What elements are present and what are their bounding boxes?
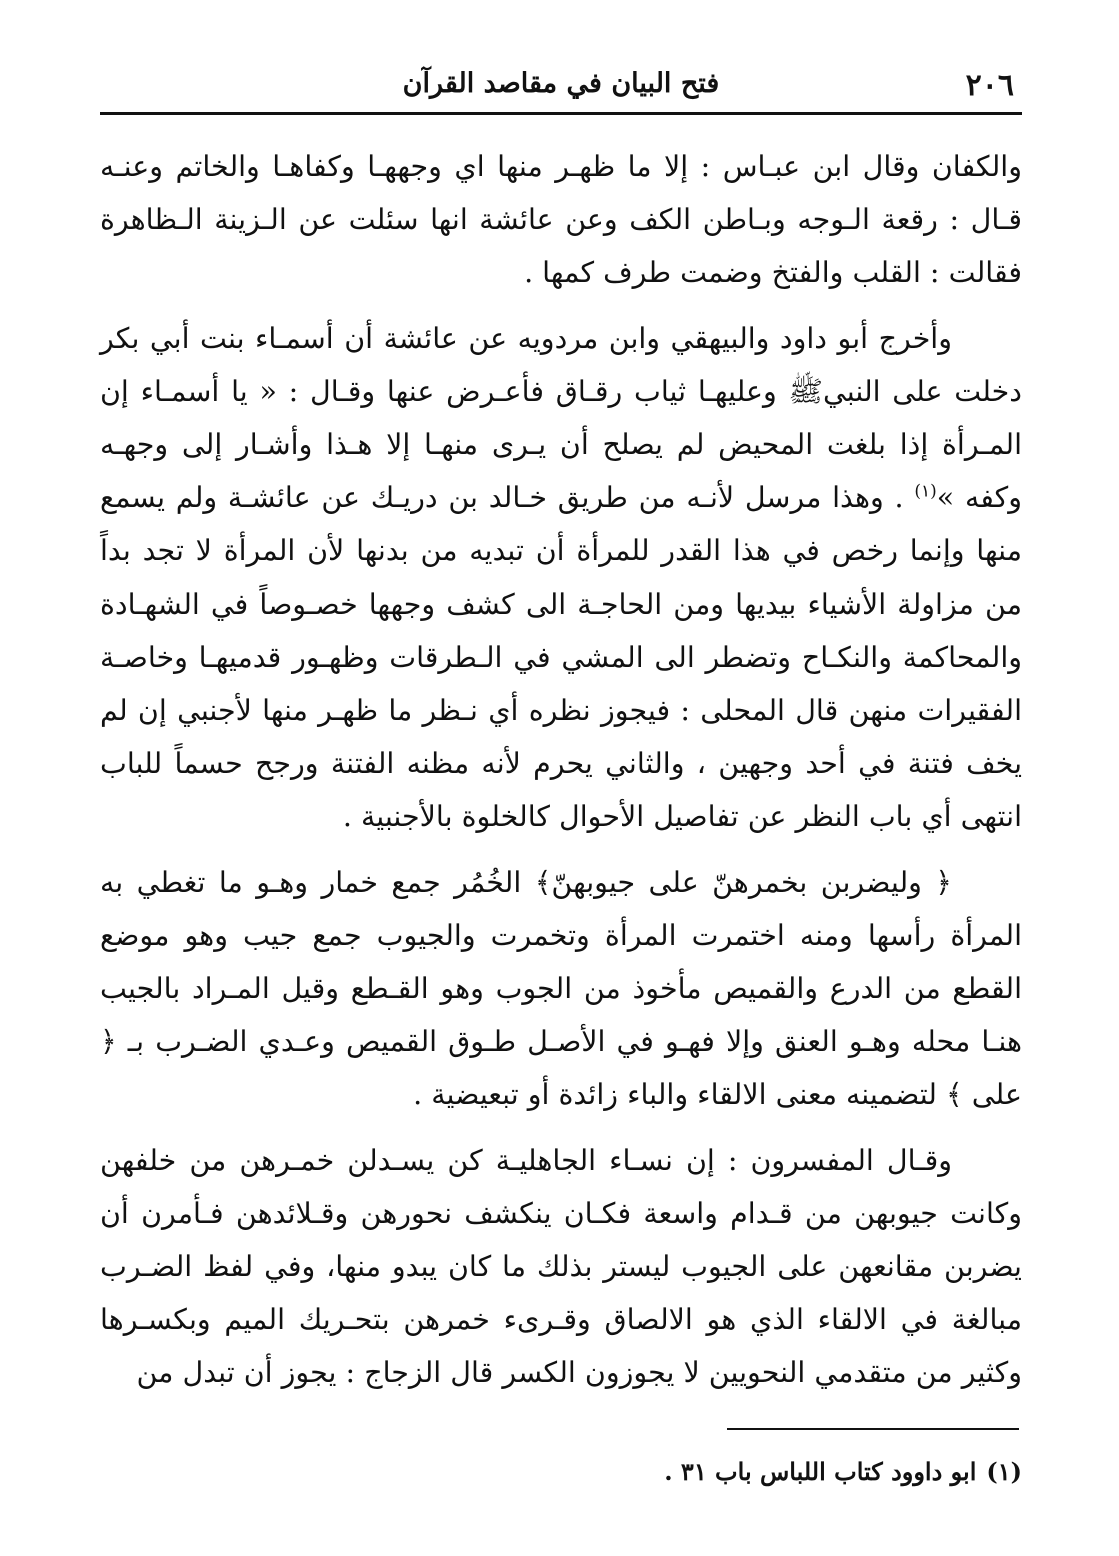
paragraph-2 bbox=[100, 312, 1022, 844]
paragraph-1: والكفان وقال ابن عبـاس : إلا ما ظهـر منها اي وجههـا وكفاهـا والخاتم وعنـه قـال : رقعة الـوجه وبـاطن الكف وعن عائشة انها سئلت عن الـزينة الـظاهرة فقالت : القلب والفتخ وضمت طرف كمها . bbox=[100, 150, 1022, 290]
paragraph-2-part-a: وأخرج أبو داود والبيهقي وابن مردويه عن عائشة أن أسمـاء بنت أبي بكر دخلت على النبيﷺ وعليهـا ثياب رقـاق فأعـرض عنها وقـال : « يا أسمـاء إن المـرأة إذا بلغت المحيض لم يصلح أن يـرى منهـا إلا هـذا وأشـار إلى وجهـه وكفه » bbox=[100, 321, 1023, 515]
paragraph-3: ﴿ وليضربن بخمرهنّ على جيوبهنّ﴾ الخُمُر جمع خمار وهـو ما تغطي به المرأة رأسها ومنه اختمرت المرأة وتخمرت والجيوب جمع جيب وهو موضع القطع من الدرع والقميص مأخوذ من الجوب وهو القـطع وقيل المـراد بالجيب هنـا محله وهـو العنق وإلا فهـو في الأصـل طـوق القميص وعـدي الضـرب بـ ﴿ على ﴾ لتضمينه معنى الالقاء والباء زائدة أو تبعيضية . bbox=[100, 865, 1022, 1112]
page-number: ٢٠٦ bbox=[965, 68, 1014, 103]
paragraph-4: وقـال المفسرون : إن نسـاء الجاهليـة كن يسـدلن خمـرهن من خلفهن وكانت جيوبهن من قـدام واسعة فكـان ينكشف نحورهن وقـلائدهن فـأمرن أن يضربن مقانعهن على الجيوب ليستر بذلك ما كان يبدو منها، وفي لفظ الضـرب مبالغة في الالقاء الذي هو الالصاق وقـرىء خمرهن بتحـريك الميم وبكسـرها وكثير من متقدمي النحويين لا يجوزون الكسر قال الزجاج : يجوز أن تبدل من bbox=[100, 1143, 1022, 1390]
footnote-number: (١) bbox=[986, 1457, 1022, 1486]
paragraph-2-part-b: . وهذا مرسل لأنـه من طريق خـالد بن دريـك عن عائشـة ولم يسمع منها وإنما رخص في هذا القدر للمرأة أن تبديه من بدنها لأن المرأة لا تجد بداً من مزاولة الأشياء بيديها ومن الحاجـة الى كشف وجهها خصـوصاً في الشهـادة والمحاكمة والنكـاح وتضطر الى المشي في الـطرقات وظهـور قدميهـا وخاصـة الفقيرات منهن قال المحلى : فيجوز نظره أي نـظر ما ظهـر منها لأجنبي إن لم يخف فتنة في أحد وجهين ، والثاني يحرم لأنه مظنه الفتنة ورجح حسماً للباب انتهى أي باب النظر عن تفاصيل الأحوال كالخلوة بالأجنبية . bbox=[100, 481, 1022, 834]
page-header bbox=[100, 62, 1022, 108]
body-text bbox=[100, 140, 1022, 1400]
running-title: فتح البيان في مقاصد القرآن bbox=[402, 68, 720, 99]
footnote-reference[interactable]: (١) bbox=[914, 481, 937, 502]
footnote-text: ابو داوود كتاب اللباس باب ٣١ . bbox=[664, 1457, 977, 1486]
footnote-rule bbox=[727, 1428, 1019, 1430]
header-rule bbox=[100, 112, 1022, 115]
footnote bbox=[100, 1454, 1022, 1490]
